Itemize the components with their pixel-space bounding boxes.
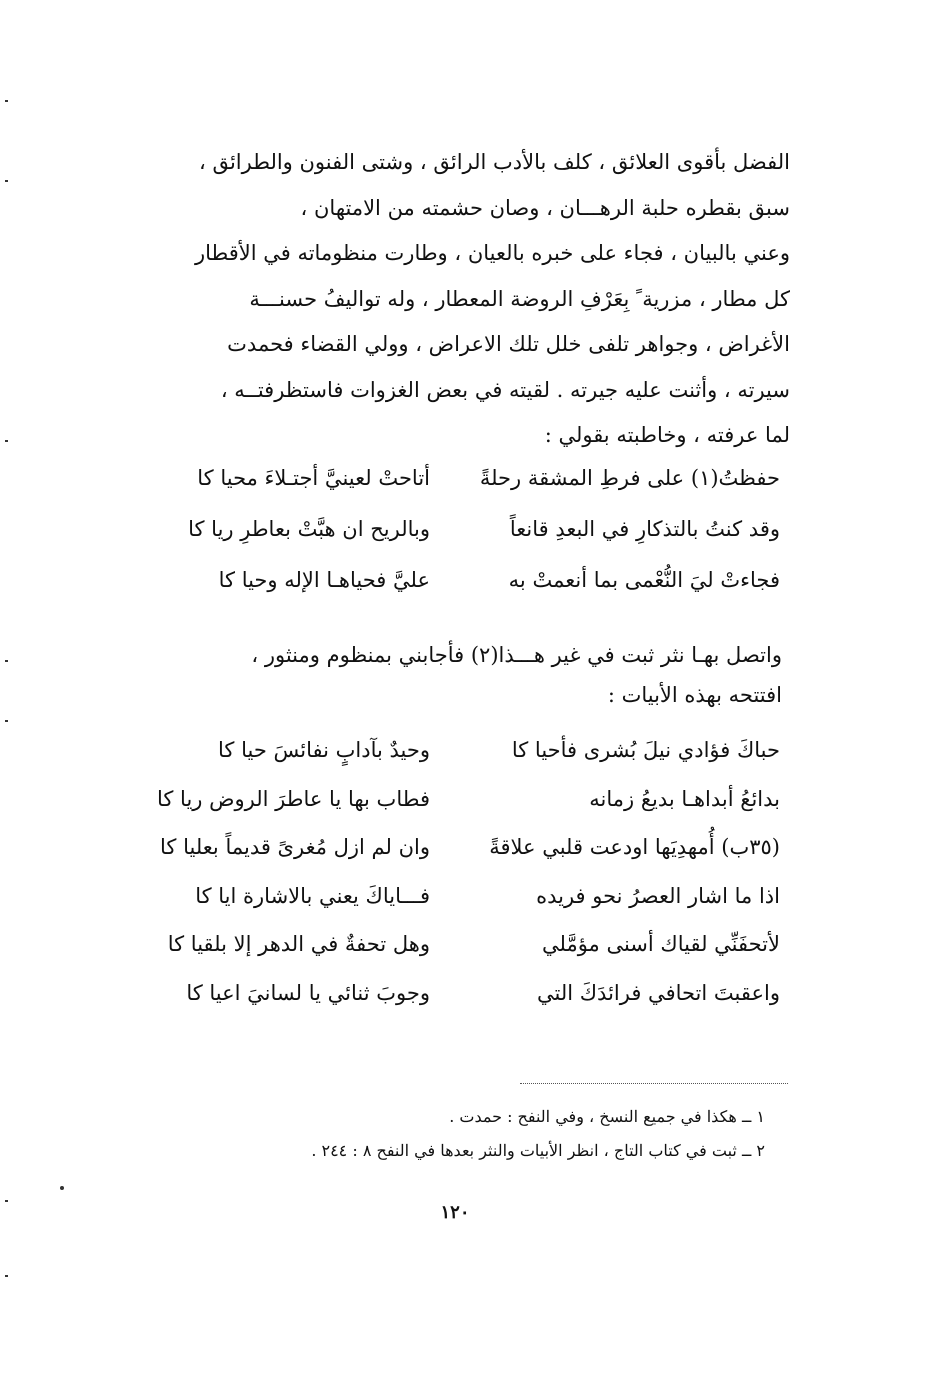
- page-number: ١٢٠: [440, 1202, 470, 1223]
- verse-first-hemistich: اذا ما اشار العصرُ نحو فريده: [536, 883, 780, 908]
- footnotes: [200, 1100, 765, 1168]
- verse-second-hemistich: عليَّ فحياهـا الإله وحيا كا: [218, 568, 430, 592]
- scan-edge-mark: [5, 440, 8, 442]
- prose-line: سيرته ، وأثنت عليه جيرته . لقيته في بعض الغزوات فاستظرفتــه ،: [220, 377, 790, 402]
- verse-first-hemistich: (٣٥ب) أُمهدِيَها اودعت قلبي علاقةً: [489, 835, 780, 859]
- prose-line: وعني بالبيان ، فجاء على خبره بالعيان ، وطارت منظوماته في الأقطار: [194, 241, 790, 265]
- scan-edge-mark: [5, 720, 8, 722]
- verse-second-hemistich: وان لم ازل مُغرىً قديماً بعليا كا: [160, 835, 430, 859]
- verse: [130, 981, 780, 1030]
- verse-first-hemistich: حباكَ فؤادي نيلَ بُشرى فأحيا كا: [511, 738, 780, 762]
- verse-first-hemistich: فجاءتْ ليَ النُّعْمى بما أنعمتْ به: [508, 568, 780, 592]
- verse-first-hemistich: حفظتُ(١) على فرطِ المشقة رحلةً: [479, 466, 780, 490]
- verse-second-hemistich: فـــاياكَ يعني بالاشارة ايا كا: [195, 883, 430, 908]
- scan-edge-mark: [5, 660, 8, 662]
- prose-line: سبق بقطره حلبة الرهـــان ، وصان حشمته من الامتهان ،: [300, 195, 790, 220]
- scan-edge-mark: [5, 180, 8, 182]
- prose-line: افتتحه بهذه الأبيات :: [607, 683, 782, 707]
- verse-second-hemistich: وجوبَ ثنائي يا لسانيَ اعيا كا: [186, 980, 430, 1005]
- prose-line: لما عرفته ، وخاطبته بقولي :: [544, 423, 790, 447]
- poem-2: [130, 738, 780, 1029]
- poem-1: [130, 466, 780, 619]
- prose-line: كل مطار ، مزرية ً بِعَرْفِ الروضة المعطار ، وله تواليفُ حسنـــة: [249, 286, 790, 311]
- verse-second-hemistich: فطاب بها يا عاطرَ الروض ريا كا: [156, 786, 430, 811]
- footnote: ٢ ــ ثبت في كتاب التاج ، انظر الأبيات والنثر بعدها في النفح ٨ : ٢٤٤ .: [311, 1141, 765, 1160]
- verse: [130, 738, 780, 787]
- verse: [130, 466, 780, 517]
- verse-second-hemistich: أتاحتْ لعينيَّ أجتـلاءَ محيا كا: [197, 466, 430, 490]
- verse-first-hemistich: واعقبتَ اتحافي فرائدَكَ التي: [537, 980, 780, 1005]
- verse-first-hemistich: بدائعُ أبداهـا بديعُ زمانه: [589, 786, 780, 811]
- verse-first-hemistich: لأتحفَنِّي لقياك أسنى مؤمَّلي: [541, 932, 780, 956]
- prose-line: واتصل بهـا نثر ثبت في غير هـــذا(٢) فأجابني بمنظوم ومنثور ،: [251, 643, 782, 667]
- verse-first-hemistich: وقد كنتُ بالتذكارِ في البعدِ قانعاً: [509, 517, 780, 541]
- verse: [130, 932, 780, 981]
- scan-edge-mark: [5, 100, 8, 102]
- scan-dot: [60, 1186, 64, 1190]
- prose-paragraph-2: [110, 635, 782, 715]
- verse: [130, 835, 780, 884]
- verse: [130, 517, 780, 568]
- prose-line: الأغراض ، وجواهر تلفى خلل تلك الاعراض ، وولي القضاء فحمدت: [227, 332, 790, 356]
- prose-line: الفضل بأقوى العلائق ، كلف بالأدب الرائق ، وشتى الفنون والطرائق ،: [198, 150, 790, 174]
- footnote-divider: [520, 1083, 788, 1084]
- footnote: ١ ــ هكذا في جميع النسخ ، وفي النفح : حمدت .: [449, 1107, 765, 1126]
- prose-paragraph-1: [100, 140, 790, 459]
- verse-second-hemistich: وهل تحفةٌ في الدهر إلا بلقيا كا: [167, 932, 430, 956]
- verse: [130, 787, 780, 836]
- verse: [130, 884, 780, 933]
- scan-edge-mark: [5, 1200, 8, 1202]
- verse: [130, 568, 780, 619]
- scan-edge-mark: [5, 1275, 8, 1277]
- verse-second-hemistich: وحيدٌ بآدابٍ نفائسَ حيا كا: [218, 738, 430, 762]
- verse-second-hemistich: وبالريح ان هبَّتْ بعاطرِ ريا كا: [188, 517, 430, 541]
